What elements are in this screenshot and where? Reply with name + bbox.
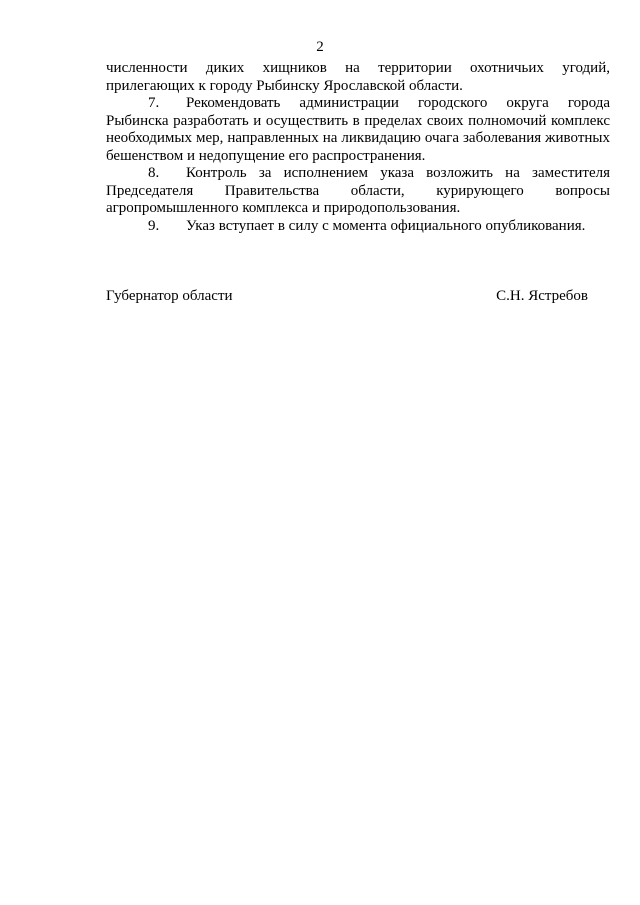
item-text: Указ вступает в силу с момента официального опубликования. (186, 217, 586, 234)
item-number: 9. (148, 217, 160, 234)
item-text: Контроль за исполнением указа возложить на заместителя Председателя Правительства области, курирующего вопросы агропромышленного комплекса и природопользования. (106, 165, 610, 216)
signatory-title: Губернатор области (106, 288, 233, 304)
signatory-name: С.Н. Ястребов (496, 288, 588, 304)
continuation-paragraph: численности диких хищников на территории охотничьих угодий, прилегающих к городу Рыбинску Ярославской области. (106, 60, 610, 94)
list-item-9 (106, 218, 610, 236)
item-text: Рекомендовать администрации городского округа города Рыбинска разработать и осуществить в пределах своих полномочий комплекс необходимых мер, направленных на ликвидацию очага заболевания животных бешенством и недопущение его распространения. (106, 95, 610, 164)
signature-block (106, 287, 588, 305)
item-number: 8. (148, 165, 160, 181)
list-item-7 (106, 95, 610, 165)
page-number: 2 (316, 39, 324, 55)
item-number: 7. (148, 95, 160, 111)
list-item-8 (106, 165, 610, 218)
document-body (106, 60, 610, 235)
